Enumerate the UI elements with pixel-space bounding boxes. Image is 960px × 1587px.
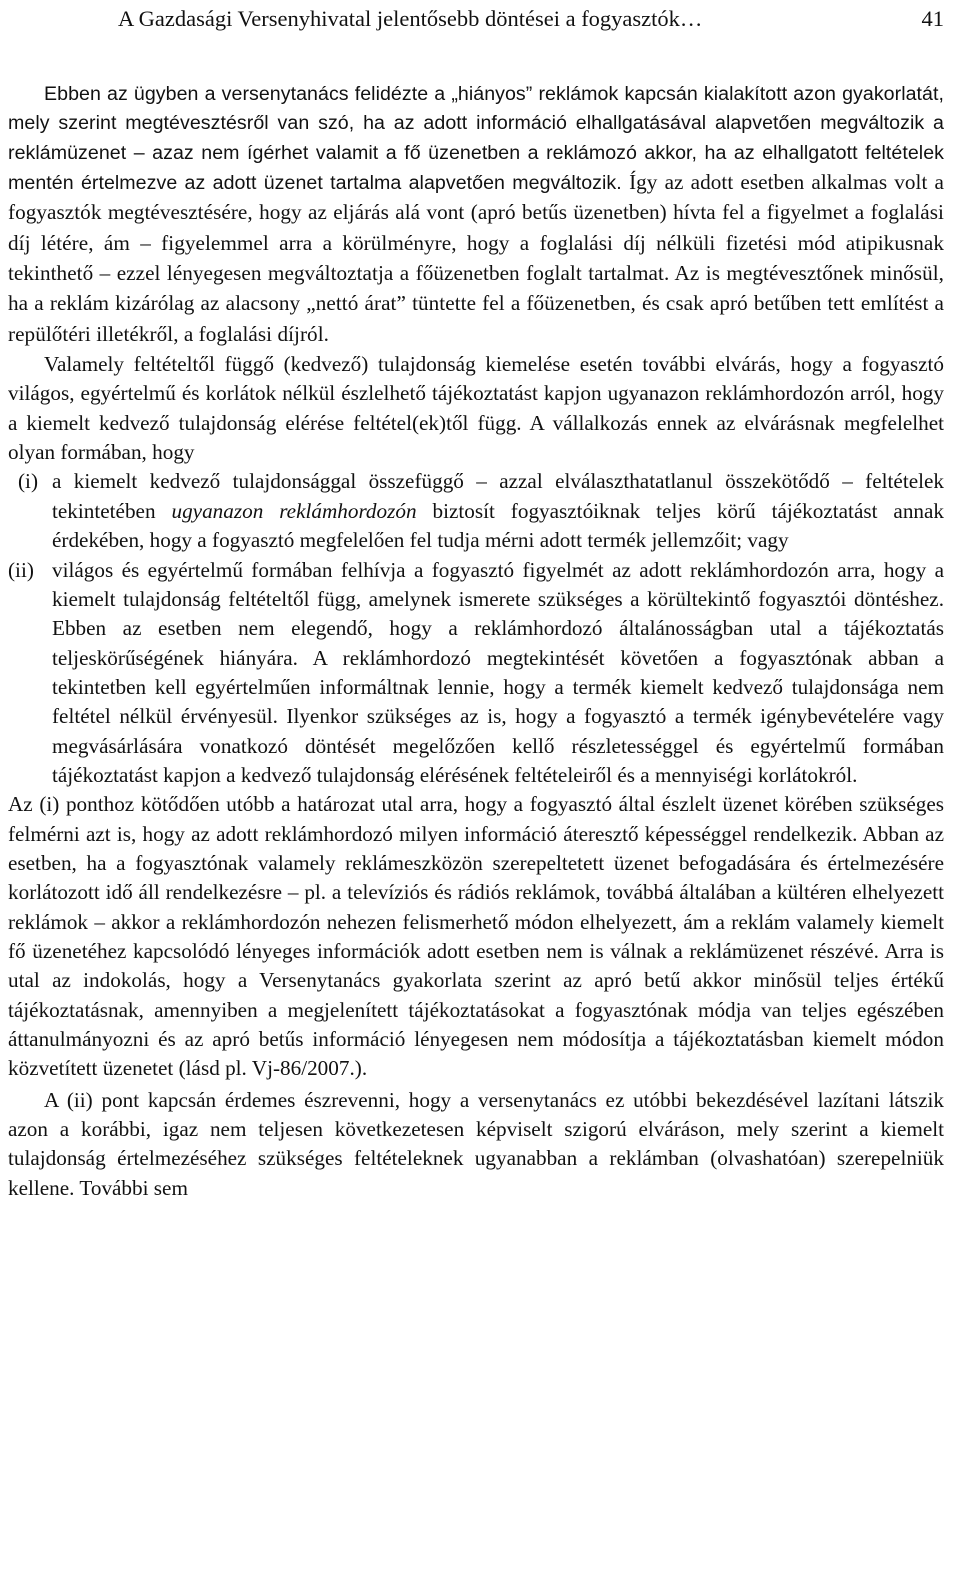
- body-text: [8, 80, 944, 1203]
- paragraph-3: [8, 790, 944, 1083]
- paragraph-4-text: A (ii) pont kapcsán érdemes észrevenni, hogy a versenytanács ez utóbbi bekezdésével lazítani látszik azon a korábbi, igaz nem teljesen következetesen képviselt szigorú elváráson, mely szerint a kiemelt tulajdonság értelmezéséhez szükséges feltételeknek ugyanabban a reklámban (olvashatóan) szerepelniük kellene. További sem: [8, 1087, 944, 1200]
- paragraph-4: [8, 1086, 944, 1203]
- header-title: A Gazdasági Versenyhivatal jelentősebb döntései a fogyasztók…: [118, 6, 703, 31]
- paragraph-1-text: Ebben az ügyben a versenytanács felidézte a „hiányos” reklámok kapcsán kialakított azon gyakorlatát, mely szerint megtévesztésről van szó, ha az adott információ elhallgatásával alapvetően megváltozik a reklámüzenet – azaz nem ígérhet valamit a fő üzenetben a reklámozó akkor, ha az elhallgatott feltételek mentén értelmezve az adott üzenet tartalma alapvetően megváltozik.: [8, 83, 944, 195]
- list-marker-i: (i): [18, 469, 38, 494]
- paragraph-2-text: Valamely feltételtől függő (kedvező) tulajdonság kiemelése esetén további elvárás, hogy a fogyasztó világos, egyértelmű és korlátok nélkül észlelhető tájékoztatást kapjon ugyanazon reklámhordozón arról, hogy a kiemelt kedvező tulajdonság elérése feltétel(ek)től függ. A vállalkozás ennek az elvárásnak megfelelhet olyan formában, hogy: [8, 352, 944, 465]
- list-item-i: [8, 467, 944, 555]
- paragraph-1-continuation-text: Így az adott esetben alkalmas volt a fogyasztók megtévesztésére, hogy az eljárás alá vont (apró betűs üzenetben) hívta fel a figyelmet a foglalási díj létére, ám – figyelemmel arra a körülményre, hogy a foglalási díj nélküli fizetési mód atipikusnak tekinthető – ezzel lényegesen megváltoztatja a főüzenetben foglalt tartalmat. Az is megtévesztőnek minősül, ha a reklám kizárólag az alacsony „nettó árat” tüntette fel a főüzenetben, és csak apró betűben tett említést a repülőtéri illetékről, a foglalási díjról.: [8, 170, 945, 346]
- list-item-i-text-b: biztosít fogyasztóiknak teljes körű tájékoztatást annak érdekében, hogy a fogyasztó megfelelően fel tudja mérni adott termék jellemzőit; vagy: [52, 498, 944, 553]
- list-item-i-emphasis: ugyanazon reklámhordozón: [171, 498, 417, 523]
- paragraph-3-text: Az (i) ponthoz kötődően utóbb a határozat utal arra, hogy a fogyasztó által észlelt üzenet körében szükséges felmérni azt is, hogy az adott reklámhordozó milyen információ áteresztő képességgel rendelkezik. Abban az esetben, ha a fogyasztónak valamely reklámeszközön szerepeltetett üzenet befogadására és értelmezésére korlátozott idő áll rendelkezésre – pl. a televíziós és rádiós reklámok, továbbá általában a kültéren elhelyezett reklámok – akkor a reklámhordozón nehezen felismerhető módon elhelyezett, ám a reklám valamely kiemelt fő üzenetéhez kapcsolódó lényeges információk adott esetben nem is válnak a reklámüzenet részévé. Arra is utal az indokolás, hogy a Versenytanács gyakorlata szerint az apró betű akkor minősül teljes értékű tájékoztatásnak, amennyiben a megjelenített tájékoztatásokat a fogyasztónak módja van teljes egészében áttanulmányozni és az apró betűs információ lényegesen nem módosítja a tájékoztatásban kiemelt módon közvetített üzenetet (lásd pl. Vj-86/2007.).: [8, 792, 944, 1081]
- running-header: [118, 4, 944, 38]
- paragraph-1: [8, 80, 944, 350]
- list-marker-ii: (ii): [8, 557, 34, 582]
- list-item-ii: [8, 556, 944, 791]
- paragraph-2: [8, 350, 944, 467]
- list-item-ii-text: világos és egyértelmű formában felhívja a fogyasztó figyelmét az adott reklámhordozón arra, hogy a kiemelt tulajdonság feltételtől függ, amelynek ismerete szükséges a körültekintő fogyasztói döntéshez. Ebben az esetben nem elegendő, hogy a reklámhordozó általánosságban utal a tájékoztatás teljeskörűségének hiányára. A reklámhordozó megtekintését követően a fogyasztónak abban a tekintetben kell egyértelműen informáltnak lennie, hogy a termék kiemelt kedvező tulajdonsága nem feltétel nélkül érvényesül. Ilyenkor szükséges az is, hogy a fogyasztó a termék igénybevételére vagy megvásárlására vonatkozó döntését megelőzően kellő részletességgel és egyértelmű formában tájékoztatást kapjon a kedvező tulajdonság elérésének feltételeiről és a mennyiségi korlátokról.: [52, 557, 944, 787]
- page-number: 41: [921, 6, 944, 31]
- list-item-i-text-a: a kiemelt kedvező tulajdonsággal összefüggő – azzal elválaszthatatlanul összekötődő – feltételek tekintetében: [52, 469, 944, 523]
